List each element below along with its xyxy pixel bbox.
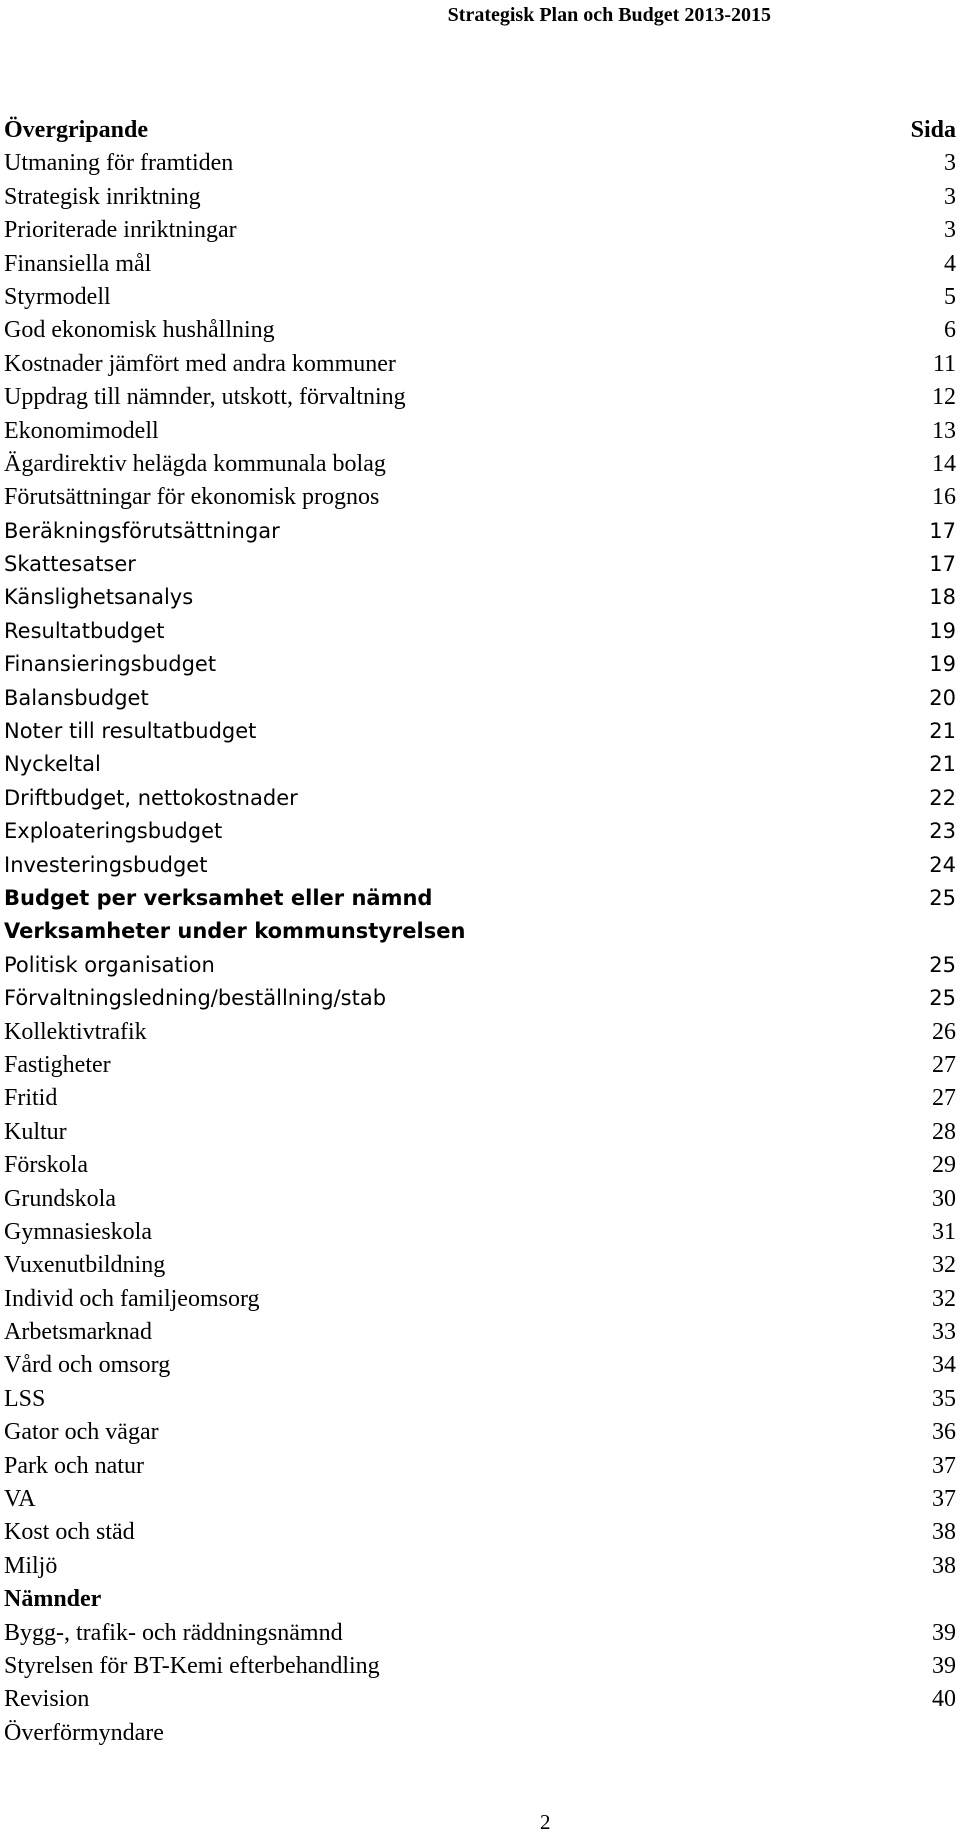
toc-entry: [4, 1683, 956, 1716]
toc-entry-label: Bygg-, trafik- och räddningsnämnd: [4, 1619, 343, 1646]
toc-entry: [4, 214, 956, 247]
toc-entry-label: Prioriterade inriktningar: [4, 217, 237, 244]
toc-entry-page: 12: [932, 384, 956, 411]
toc-entry-page: 27: [932, 1085, 956, 1112]
toc-entry: [4, 1216, 956, 1249]
toc-entry-page: 35: [932, 1385, 956, 1412]
toc-entry-label: Nämnder: [4, 1586, 102, 1613]
toc-entry-label: Ekonomimodell: [4, 417, 159, 444]
document-header-title: Strategisk Plan och Budget 2013-2015: [447, 4, 771, 26]
toc-entry-label: Vård och omsorg: [4, 1352, 171, 1379]
toc-entry-label: Miljö: [4, 1552, 58, 1579]
toc-entry: [4, 1316, 956, 1349]
toc-entry-label: Fritid: [4, 1085, 58, 1112]
toc-entry-label: Överförmyndare: [4, 1719, 164, 1746]
toc-entry-label: Grundskola: [4, 1185, 116, 1212]
toc-entry-label: Politisk organisation: [4, 952, 215, 977]
toc-page-column-header: Sida: [910, 117, 956, 143]
toc-entry: [4, 1617, 956, 1650]
toc-entry: [4, 1016, 956, 1049]
toc-entry: [4, 849, 956, 882]
toc-entry-page: 25: [929, 986, 956, 1011]
toc-entry-label: LSS: [4, 1385, 46, 1412]
toc-entry: [4, 147, 956, 180]
toc-entry-page: 27: [932, 1051, 956, 1078]
toc-entry-page: 24: [929, 852, 956, 877]
toc-entry-page: 36: [932, 1419, 956, 1446]
toc-entry-label: Investeringsbudget: [4, 852, 208, 877]
toc-entry: [4, 1183, 956, 1216]
toc-entry: [4, 648, 956, 681]
toc-entry-page: 38: [932, 1519, 956, 1546]
toc-entry-page: 23: [929, 819, 956, 844]
toc-entry-label: Verksamheter under kommunstyrelsen: [4, 919, 466, 944]
toc-entry: [4, 1049, 956, 1082]
toc-entry-label: Beräkningsförutsättningar: [4, 518, 280, 543]
toc-entry: [4, 1149, 956, 1182]
toc-entry: [4, 949, 956, 982]
toc-entry: [4, 548, 956, 581]
toc-entry: [4, 615, 956, 648]
toc-entry-page: 38: [932, 1552, 956, 1579]
toc-entry-page: 14: [932, 450, 956, 477]
toc-entries: [4, 147, 956, 1750]
toc-entry: [4, 748, 956, 781]
toc-entry: [4, 1650, 956, 1683]
toc-entry-page: 13: [932, 417, 956, 444]
toc-entry-page: 4: [944, 250, 956, 277]
toc-entry-page: 31: [932, 1218, 956, 1245]
toc-entry: [4, 1249, 956, 1282]
toc-entry: [4, 381, 956, 414]
toc-entry-label: Ägardirektiv helägda kommunala bolag: [4, 450, 386, 477]
toc-entry-label: Förutsättningar för ekonomisk prognos: [4, 484, 380, 511]
toc-entry-label: Balansbudget: [4, 685, 149, 710]
toc-entry: [4, 248, 956, 281]
toc-entry-page: 25: [929, 952, 956, 977]
toc-entry-page: 3: [944, 183, 956, 210]
toc-entry-page: 22: [929, 785, 956, 810]
toc-entry-page: 26: [932, 1018, 956, 1045]
toc-entry-page: 32: [932, 1252, 956, 1279]
toc-entry-label: God ekonomisk hushållning: [4, 317, 275, 344]
toc-entry-page: 11: [932, 350, 956, 377]
toc-entry-page: 17: [929, 518, 956, 543]
toc-entry: [4, 1283, 956, 1316]
toc-entry-label: Park och natur: [4, 1452, 144, 1479]
toc-entry: [4, 715, 956, 748]
toc-entry: [4, 1116, 956, 1149]
toc-entry-label: Styrelsen för BT-Kemi efterbehandling: [4, 1652, 380, 1679]
toc-entry-page: 25: [929, 885, 956, 910]
table-of-contents: [4, 114, 956, 1750]
toc-entry: [4, 1483, 956, 1516]
toc-entry-page: 20: [929, 685, 956, 710]
toc-entry: [4, 1550, 956, 1583]
toc-entry-label: Revision: [4, 1686, 90, 1713]
toc-entry-label: Styrmodell: [4, 283, 111, 310]
toc-entry-label: Förskola: [4, 1152, 88, 1179]
toc-entry-page: 18: [929, 585, 956, 610]
toc-entry: [4, 581, 956, 614]
toc-entry: [4, 1450, 956, 1483]
toc-entry: [4, 1583, 956, 1616]
toc-entry-page: 34: [932, 1352, 956, 1379]
toc-entry-page: 30: [932, 1185, 956, 1212]
toc-entry-label: Kostnader jämfört med andra kommuner: [4, 350, 396, 377]
toc-entry-label: Exploateringsbudget: [4, 819, 223, 844]
toc-entry: [4, 1383, 956, 1416]
toc-entry: [4, 515, 956, 548]
toc-entry: [4, 1416, 956, 1449]
toc-entry-label: Individ och familjeomsorg: [4, 1285, 260, 1312]
toc-entry: [4, 915, 956, 948]
toc-entry: [4, 1082, 956, 1115]
toc-entry: [4, 1516, 956, 1549]
toc-entry-page: 3: [944, 217, 956, 244]
toc-entry-label: Strategisk inriktning: [4, 183, 201, 210]
toc-entry-label: Uppdrag till nämnder, utskott, förvaltning: [4, 384, 406, 411]
toc-entry-page: 17: [929, 552, 956, 577]
toc-entry-page: 33: [932, 1319, 956, 1346]
toc-heading-row: [4, 114, 956, 147]
toc-entry-label: Arbetsmarknad: [4, 1319, 152, 1346]
toc-entry-label: Fastigheter: [4, 1051, 111, 1078]
toc-entry-label: Kost och städ: [4, 1519, 135, 1546]
toc-section-title: Övergripande: [4, 117, 148, 143]
toc-entry-label: Noter till resultatbudget: [4, 719, 257, 744]
toc-entry-page: 5: [944, 283, 956, 310]
toc-entry: [4, 982, 956, 1015]
toc-entry: [4, 348, 956, 381]
toc-entry: [4, 314, 956, 347]
toc-entry-label: Kollektivtrafik: [4, 1018, 147, 1045]
toc-entry-label: Budget per verksamhet eller nämnd: [4, 885, 433, 910]
toc-entry-page: 40: [932, 1686, 956, 1713]
toc-entry: [4, 181, 956, 214]
toc-entry-label: Gator och vägar: [4, 1419, 159, 1446]
toc-entry-page: 19: [929, 652, 956, 677]
toc-entry-page: 3: [944, 150, 956, 177]
toc-entry: [4, 782, 956, 815]
toc-entry-page: 19: [929, 618, 956, 643]
page-number: 2: [540, 1810, 551, 1834]
toc-entry: [4, 882, 956, 915]
toc-entry-page: 21: [929, 719, 956, 744]
toc-entry-label: Nyckeltal: [4, 752, 101, 777]
toc-entry-label: Driftbudget, nettokostnader: [4, 785, 298, 810]
toc-entry: [4, 481, 956, 514]
toc-entry-page: 28: [932, 1118, 956, 1145]
toc-entry-label: Finansieringsbudget: [4, 652, 217, 677]
toc-entry-label: Gymnasieskola: [4, 1218, 152, 1245]
toc-entry-label: Resultatbudget: [4, 618, 165, 643]
toc-entry: [4, 1349, 956, 1382]
toc-entry: [4, 448, 956, 481]
toc-entry-label: Utmaning för framtiden: [4, 150, 234, 177]
toc-entry-label: Förvaltningsledning/beställning/stab: [4, 986, 387, 1011]
toc-entry-page: 6: [944, 317, 956, 344]
toc-entry-page: 29: [932, 1152, 956, 1179]
toc-entry-label: Vuxenutbildning: [4, 1252, 166, 1279]
toc-entry: [4, 682, 956, 715]
toc-entry: [4, 815, 956, 848]
toc-entry-page: 21: [929, 752, 956, 777]
toc-entry-label: Finansiella mål: [4, 250, 152, 277]
toc-entry-label: VA: [4, 1486, 36, 1513]
toc-entry-page: 39: [932, 1619, 956, 1646]
toc-entry-page: 37: [932, 1452, 956, 1479]
toc-entry: [4, 415, 956, 448]
toc-entry-page: 37: [932, 1486, 956, 1513]
toc-entry-label: Känslighetsanalys: [4, 585, 194, 610]
toc-entry-page: 32: [932, 1285, 956, 1312]
toc-entry-label: Kultur: [4, 1118, 67, 1145]
toc-entry-page: 16: [932, 484, 956, 511]
toc-entry: [4, 281, 956, 314]
toc-entry-label: Skattesatser: [4, 552, 136, 577]
toc-entry: [4, 1717, 956, 1750]
toc-entry-page: 39: [932, 1652, 956, 1679]
